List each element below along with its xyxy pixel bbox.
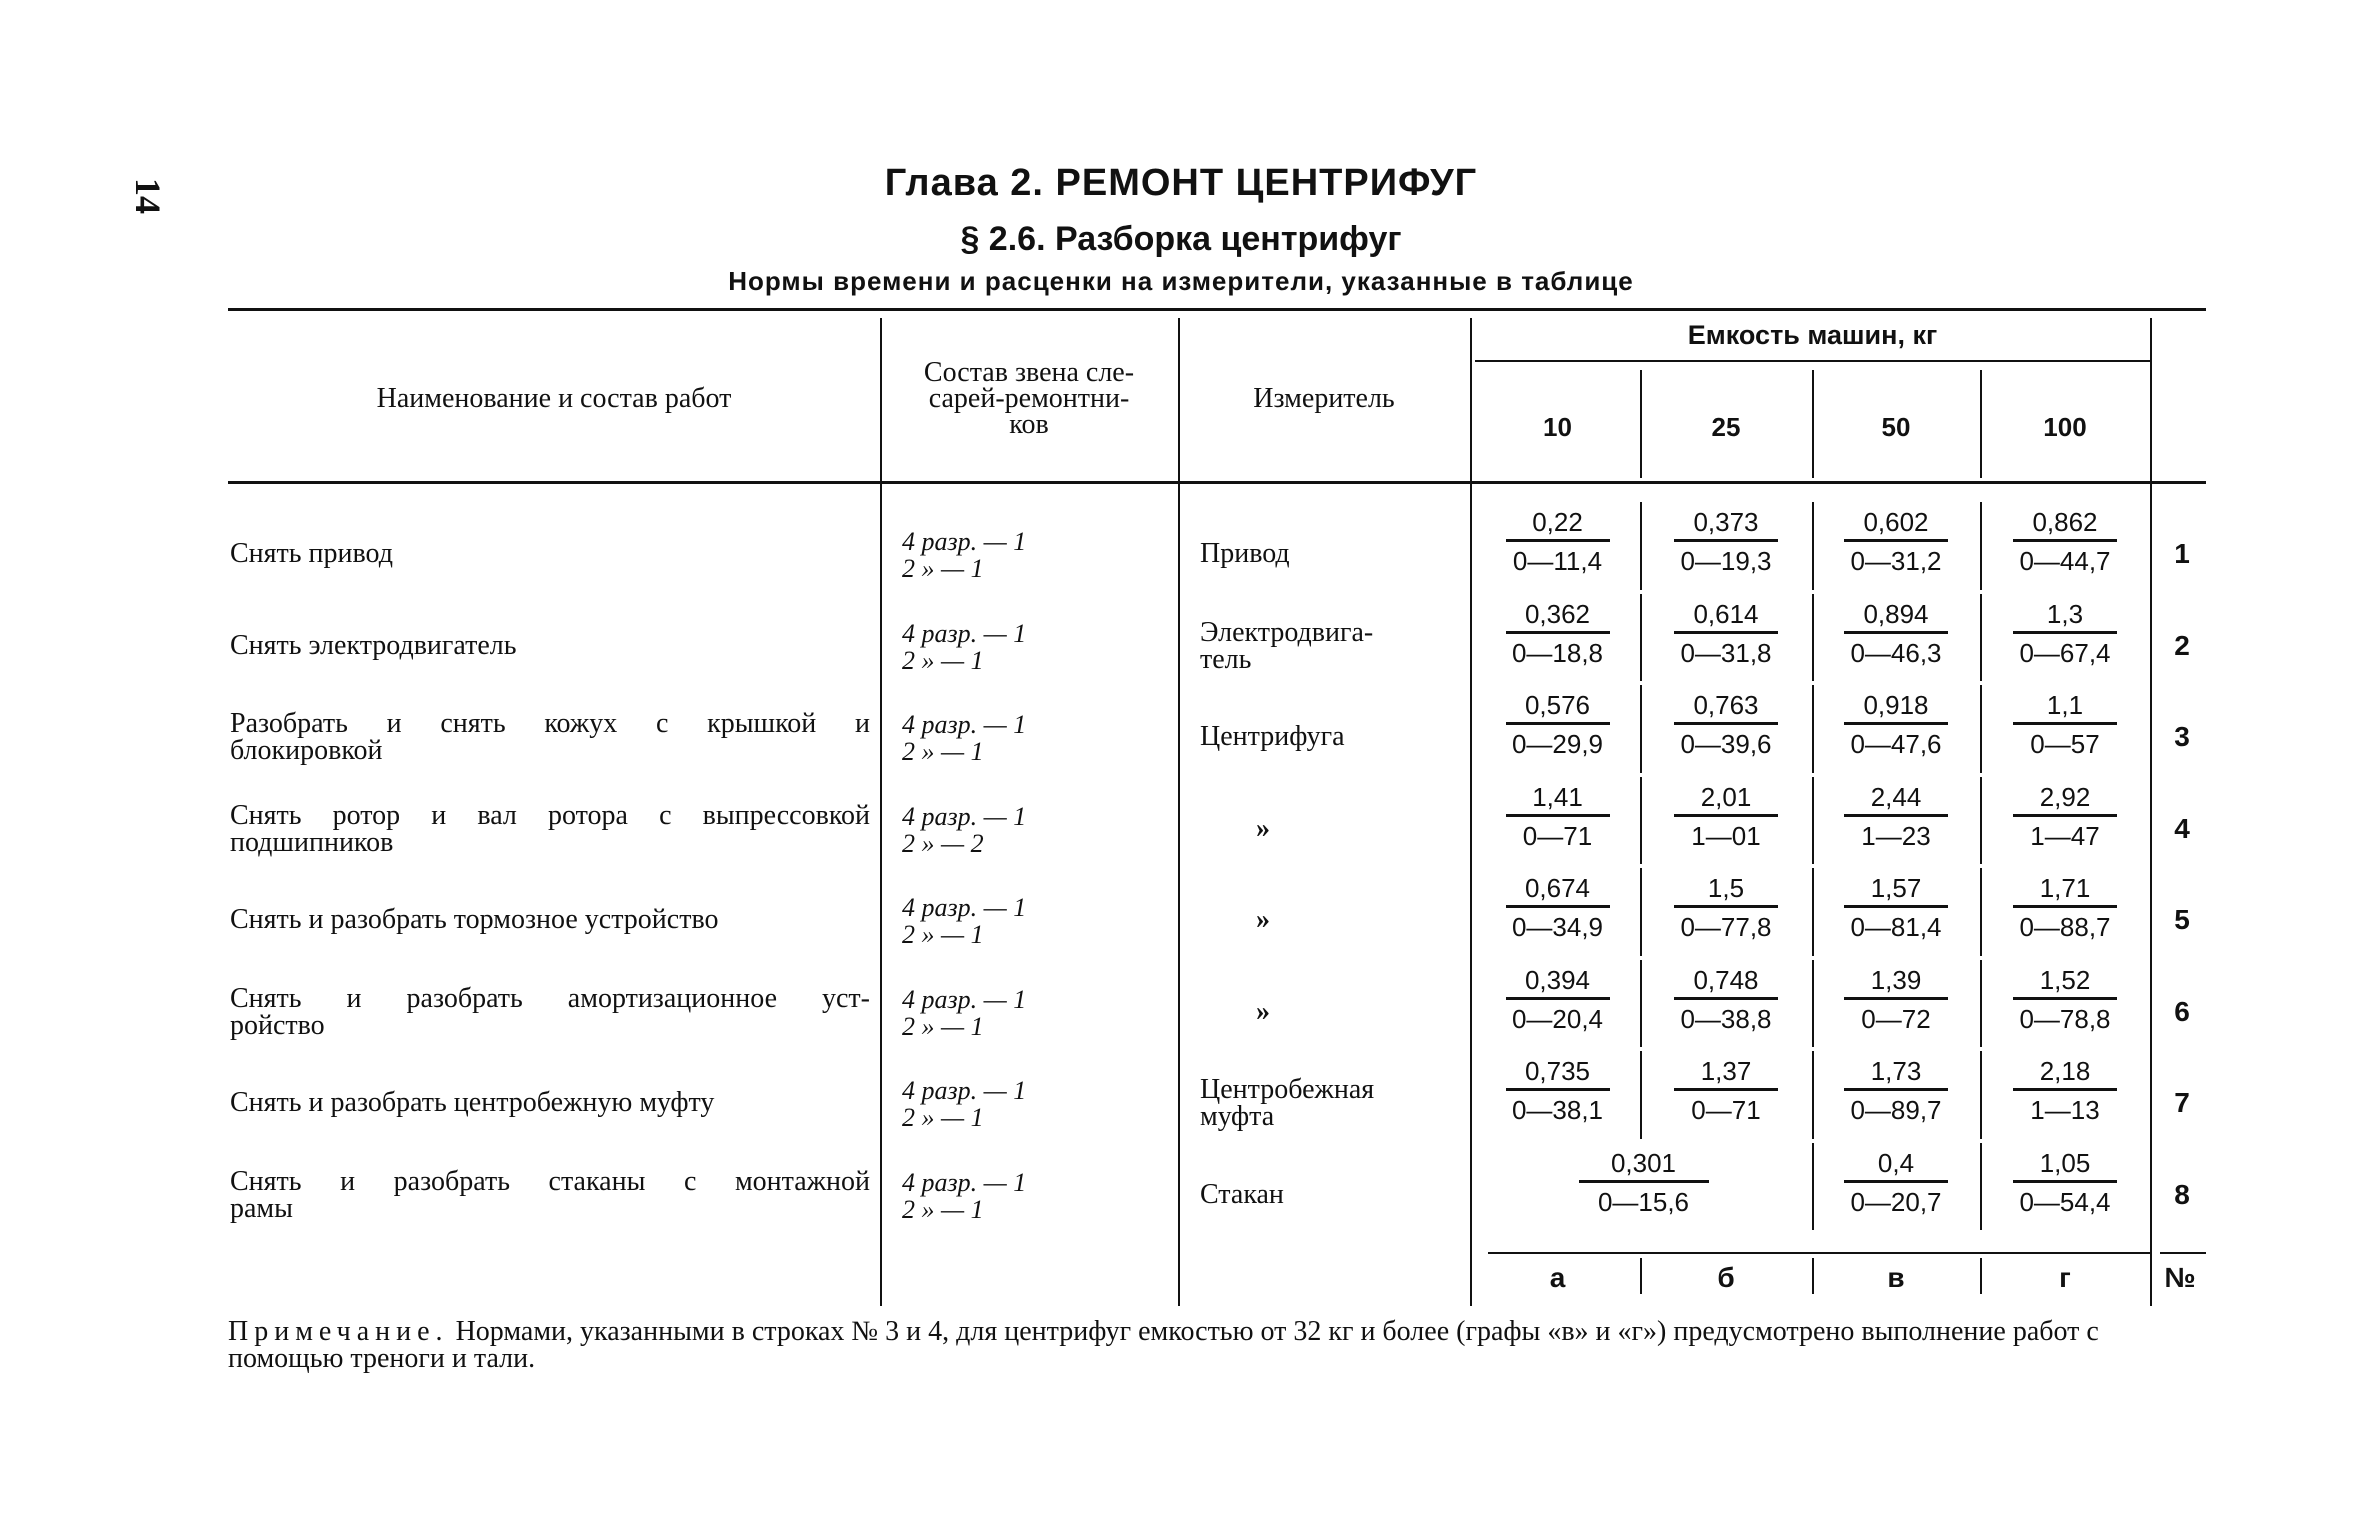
norm-time: 1,52 bbox=[2013, 963, 2117, 1000]
row-number: 2 bbox=[2174, 629, 2190, 661]
header-brigade-line3: ков bbox=[1009, 409, 1049, 440]
norm-time: 0,894 bbox=[1844, 597, 1948, 634]
norm-time: 0,602 bbox=[1844, 505, 1948, 542]
cell-divider bbox=[1812, 960, 1814, 1048]
norm-time: 0,763 bbox=[1674, 688, 1778, 725]
row-brigade: 2 » — 1 bbox=[902, 1194, 984, 1224]
row-work-name: Снять и разобрать амортизационное уст- bbox=[230, 982, 870, 1014]
norm-rate: 0—29,9 bbox=[1511, 729, 1604, 759]
cell-divider bbox=[1640, 685, 1642, 773]
page-number: 14 bbox=[128, 178, 168, 214]
row-brigade: 4 разр. — 1 bbox=[902, 984, 1027, 1014]
row-work-name: блокировкой bbox=[230, 735, 383, 766]
norm-rate: 0—38,8 bbox=[1680, 1003, 1772, 1034]
norm-cell bbox=[1475, 688, 1640, 759]
note-label: Примечание. bbox=[228, 1316, 449, 1347]
cell-divider bbox=[1812, 777, 1814, 865]
norm-rate: 0—47,6 bbox=[1850, 729, 1942, 759]
norm-rate: 0—11,4 bbox=[1512, 546, 1603, 576]
norm-rate: 0—20,4 bbox=[1511, 1003, 1604, 1034]
header-bottom-rule bbox=[228, 481, 2206, 484]
norm-time: 2,18 bbox=[2013, 1054, 2117, 1091]
cell-divider bbox=[1812, 1143, 1814, 1231]
header-brigade-line2: сарей-ремонтни- bbox=[928, 383, 1130, 414]
row-work-name: Снять ротор и вал ротора с выпрессовкой bbox=[230, 799, 870, 831]
header-capacity-col: 50 bbox=[1881, 412, 1911, 442]
cell-divider bbox=[1812, 1051, 1814, 1139]
norm-time: 0,22 bbox=[1506, 505, 1610, 542]
norm-cell bbox=[1475, 597, 1640, 668]
cell-divider bbox=[1980, 1051, 1982, 1139]
letters-rule bbox=[1488, 1252, 2150, 1254]
norm-rate: 0—88,7 bbox=[2019, 912, 2111, 942]
norm-rate: 0—18,8 bbox=[1511, 637, 1604, 668]
norm-time: 2,01 bbox=[1674, 780, 1778, 817]
cell-divider bbox=[1812, 685, 1814, 773]
row-number: 5 bbox=[2174, 904, 2190, 935]
norm-rate: 0—31,8 bbox=[1680, 637, 1772, 668]
column-divider bbox=[1178, 318, 1180, 1306]
row-measure: тель bbox=[1200, 643, 1252, 675]
norm-rate: 1—01 bbox=[1691, 820, 1761, 851]
norm-cell bbox=[1475, 505, 1640, 576]
table-top-rule bbox=[228, 308, 2206, 311]
norm-cell bbox=[1980, 963, 2150, 1034]
norm-time: 1,37 bbox=[1674, 1054, 1778, 1091]
note-text: Нормами, указанными в строках № 3 и 4, для центрифуг емкостью от 32 кг и более (графы «в» и «г») предусмотрено выполнение работ с помощью треноги и тали. bbox=[228, 1316, 2099, 1374]
row-number: 7 bbox=[2174, 1087, 2190, 1118]
norm-cell bbox=[1980, 1146, 2150, 1217]
row-measure: Привод bbox=[1200, 538, 1290, 569]
column-letter: г bbox=[2059, 1262, 2071, 1293]
norm-time: 0,674 bbox=[1506, 871, 1610, 908]
norm-cell bbox=[1640, 963, 1812, 1034]
letter-divider bbox=[1812, 1258, 1814, 1294]
norm-rate: 0—57 bbox=[2030, 729, 2100, 759]
row-work-name: ройство bbox=[230, 1009, 325, 1041]
row-measure: Стакан bbox=[1200, 1178, 1284, 1210]
norm-cell bbox=[1640, 1054, 1812, 1125]
row-brigade: 4 разр. — 1 bbox=[902, 618, 1027, 648]
cell-divider bbox=[1980, 1143, 1982, 1231]
norm-time: 1,71 bbox=[2013, 871, 2117, 908]
norm-rate: 0—19,3 bbox=[1680, 546, 1772, 576]
norm-rate: 0—67,4 bbox=[2019, 637, 2111, 668]
row-work-name: Снять и разобрать центробежную муфту bbox=[230, 1087, 715, 1118]
cell-divider bbox=[1640, 594, 1642, 682]
row-brigade: 2 » — 1 bbox=[902, 1103, 984, 1132]
row-brigade: 4 разр. — 1 bbox=[902, 1167, 1027, 1197]
norm-cell bbox=[1812, 1054, 1980, 1125]
row-measure: Электродвига- bbox=[1200, 616, 1374, 648]
row-work-name: рамы bbox=[230, 1192, 293, 1224]
row-brigade: 2 » — 1 bbox=[902, 554, 984, 583]
header-capacity-col: 25 bbox=[1711, 412, 1741, 442]
row-measure: Центробежная bbox=[1200, 1074, 1375, 1105]
norm-cell bbox=[1980, 597, 2150, 668]
row-brigade: 4 разр. — 1 bbox=[902, 893, 1027, 922]
row-measure: » bbox=[1256, 812, 1270, 844]
norm-time: 1,3 bbox=[2013, 597, 2117, 634]
cell-divider bbox=[1980, 685, 1982, 773]
norm-time: 0,918 bbox=[1844, 688, 1948, 725]
norm-rate: 0—44,7 bbox=[2019, 546, 2111, 576]
row-brigade: 2 » — 1 bbox=[902, 1011, 984, 1041]
row-brigade: 4 разр. — 1 bbox=[902, 1076, 1027, 1105]
norm-cell bbox=[1640, 505, 1812, 576]
row-measure: » bbox=[1256, 995, 1270, 1027]
cell-divider bbox=[1980, 868, 1982, 956]
norm-cell bbox=[1640, 688, 1812, 759]
header-capacity-col: 10 bbox=[1543, 412, 1572, 442]
norm-time: 0,748 bbox=[1674, 963, 1778, 1000]
row-work-name: Снять и разобрать стаканы с монтажной bbox=[230, 1165, 870, 1197]
header-capacity: Емкость машин, кг bbox=[1687, 320, 1938, 350]
norm-cell bbox=[1980, 688, 2150, 759]
norm-time: 0,576 bbox=[1506, 688, 1610, 725]
norm-rate: 0—89,7 bbox=[1850, 1095, 1942, 1125]
norm-cell bbox=[1640, 871, 1812, 942]
cell-divider bbox=[1980, 777, 1982, 865]
norm-time: 0,373 bbox=[1674, 505, 1778, 542]
table-subtitle: Нормы времени и расценки на измерители, указанные в таблице bbox=[728, 266, 1634, 296]
norm-rate: 0—54,4 bbox=[2019, 1186, 2111, 1217]
row-brigade: 4 разр. — 1 bbox=[902, 527, 1027, 556]
norm-rate: 1—13 bbox=[2030, 1095, 2100, 1125]
norm-rate: 0—46,3 bbox=[1850, 637, 1942, 668]
cell-divider bbox=[1980, 594, 1982, 682]
norm-cell bbox=[1640, 780, 1812, 851]
cell-divider bbox=[1812, 594, 1814, 682]
header-capacity-col: 100 bbox=[2043, 412, 2087, 442]
row-brigade: 2 » — 2 bbox=[902, 828, 984, 858]
row-number: 6 bbox=[2174, 995, 2190, 1027]
row-brigade: 2 » — 1 bbox=[902, 737, 984, 766]
row-measure: Центрифуга bbox=[1200, 721, 1345, 752]
norm-rate: 1—23 bbox=[1861, 820, 1931, 851]
cell-divider bbox=[1812, 868, 1814, 956]
row-work-name: Разобрать и снять кожух с крышкой и bbox=[230, 708, 870, 739]
header-brigade-line1: Состав звена сле- bbox=[923, 357, 1135, 388]
norm-rate: 0—31,2 bbox=[1850, 546, 1942, 576]
norm-time: 0,614 bbox=[1674, 597, 1778, 634]
column-letter: в bbox=[1887, 1262, 1905, 1293]
norm-cell bbox=[1475, 871, 1640, 942]
norm-rate: 0—39,6 bbox=[1680, 729, 1772, 759]
cell-divider bbox=[1980, 960, 1982, 1048]
norm-time: 1,1 bbox=[2013, 688, 2117, 725]
table-note bbox=[228, 1318, 2208, 1372]
row-work-name: Снять привод bbox=[230, 538, 393, 569]
row-brigade: 2 » — 1 bbox=[902, 645, 984, 675]
letter-divider bbox=[1980, 1258, 1982, 1294]
norm-rate: 1—47 bbox=[2030, 820, 2100, 851]
cell-divider bbox=[1640, 960, 1642, 1048]
norm-cell bbox=[1475, 1054, 1640, 1125]
row-work-name: Снять электродвигатель bbox=[230, 629, 517, 661]
cell-divider bbox=[1640, 502, 1642, 590]
norm-cell bbox=[1812, 780, 1980, 851]
norm-cell bbox=[1812, 871, 1980, 942]
row-brigade: 4 разр. — 1 bbox=[902, 710, 1027, 739]
norm-rate: 0—72 bbox=[1861, 1003, 1931, 1034]
norm-cell bbox=[1812, 597, 1980, 668]
row-measure: муфта bbox=[1200, 1101, 1275, 1132]
number-sign: № bbox=[2164, 1262, 2196, 1293]
norm-rate: 0—78,8 bbox=[2019, 1003, 2111, 1034]
column-divider bbox=[880, 318, 882, 1306]
row-measure: » bbox=[1256, 904, 1270, 935]
norm-cell bbox=[1980, 505, 2150, 576]
column-divider bbox=[1470, 318, 1472, 1306]
row-work-name: Снять и разобрать тормозное устройство bbox=[230, 904, 719, 935]
cell-divider bbox=[1980, 502, 1982, 590]
cell-divider bbox=[1640, 868, 1642, 956]
row-work-name: подшипников bbox=[230, 826, 394, 858]
num-letter-rule bbox=[2160, 1252, 2206, 1254]
chapter-title: Глава 2. РЕМОНТ ЦЕНТРИФУГ bbox=[884, 162, 1478, 204]
norm-time: 0,301 bbox=[1579, 1146, 1709, 1183]
norm-rate: 0—38,1 bbox=[1511, 1095, 1604, 1125]
row-brigade: 2 » — 1 bbox=[902, 920, 984, 949]
norm-cell bbox=[1640, 597, 1812, 668]
row-number: 1 bbox=[2174, 538, 2190, 569]
letter-divider bbox=[1640, 1258, 1642, 1294]
norm-time: 0,394 bbox=[1506, 963, 1610, 1000]
norm-time: 1,05 bbox=[2013, 1146, 2117, 1183]
norm-cell bbox=[1475, 780, 1640, 851]
norm-rate: 0—71 bbox=[1522, 820, 1593, 851]
norm-cell bbox=[1980, 871, 2150, 942]
header-measure: Измеритель bbox=[1253, 383, 1395, 414]
row-number: 3 bbox=[2174, 721, 2190, 752]
norm-time: 2,44 bbox=[1844, 780, 1948, 817]
row-number: 4 bbox=[2174, 812, 2190, 844]
norm-rate: 0—34,9 bbox=[1511, 912, 1604, 942]
norm-cell bbox=[1475, 1146, 1812, 1217]
norm-time: 1,57 bbox=[1844, 871, 1948, 908]
norm-cell bbox=[1980, 1054, 2150, 1125]
norm-rate: 0—81,4 bbox=[1850, 912, 1942, 942]
column-letter: а bbox=[1549, 1262, 1566, 1293]
norm-cell bbox=[1475, 963, 1640, 1034]
capacity-rule bbox=[1475, 360, 2150, 362]
norm-cell bbox=[1812, 1146, 1980, 1217]
norm-time: 0,4 bbox=[1844, 1146, 1948, 1183]
cell-divider bbox=[1812, 502, 1814, 590]
norm-time: 0,862 bbox=[2013, 505, 2117, 542]
cell-divider bbox=[1640, 777, 1642, 865]
norm-time: 0,362 bbox=[1506, 597, 1610, 634]
row-number: 8 bbox=[2174, 1178, 2190, 1210]
norm-time: 1,5 bbox=[1674, 871, 1778, 908]
norm-time: 1,41 bbox=[1506, 780, 1610, 817]
norm-time: 0,735 bbox=[1506, 1054, 1610, 1091]
norm-cell bbox=[1812, 688, 1980, 759]
norm-rate: 0—77,8 bbox=[1680, 912, 1772, 942]
norm-time: 1,39 bbox=[1844, 963, 1948, 1000]
row-brigade: 4 разр. — 1 bbox=[902, 801, 1027, 831]
header-work: Наименование и состав работ bbox=[376, 383, 732, 414]
column-letter: б bbox=[1717, 1262, 1735, 1293]
norm-cell bbox=[1980, 780, 2150, 851]
cell-divider bbox=[1640, 1051, 1642, 1139]
norm-rate: 0—20,7 bbox=[1850, 1186, 1942, 1217]
norm-cell bbox=[1812, 963, 1980, 1034]
norm-time: 1,73 bbox=[1844, 1054, 1948, 1091]
norm-time: 2,92 bbox=[2013, 780, 2117, 817]
section-title: § 2.6. Разборка центрифуг bbox=[960, 220, 1402, 258]
norm-rate: 0—71 bbox=[1691, 1095, 1761, 1125]
norm-cell bbox=[1812, 505, 1980, 576]
norm-rate: 0—15,6 bbox=[1597, 1186, 1690, 1217]
